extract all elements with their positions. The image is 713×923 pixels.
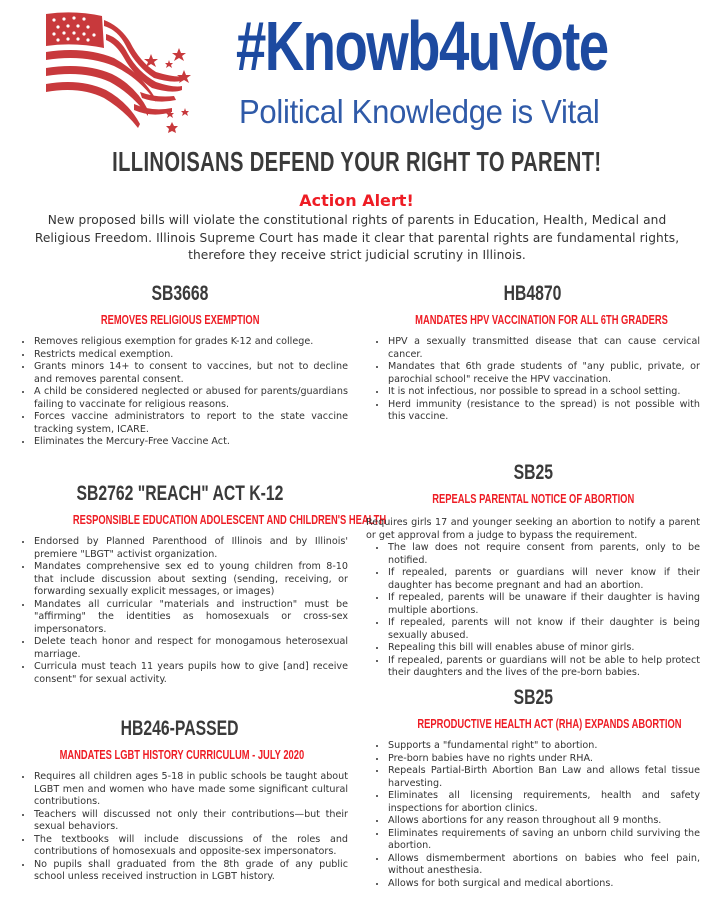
bill-subtitle-text: REPRODUCTIVE HEALTH ACT (RHA) EXPANDS ABORTION — [417, 716, 682, 731]
list-item: • No pupils shall graduated from the 8th grade of any public school unless received instruction in LGBT history. — [33, 859, 348, 884]
bullet-list — [12, 336, 348, 449]
list-item: • Requires all children ages 5-18 in public schools be taught about LGBT men and women who have made some significant cultural contributions. — [33, 771, 348, 809]
list-item: • Allows for both surgical and medical abortions. — [387, 878, 700, 891]
bill-subtitle — [366, 312, 700, 328]
list-item: • If repealed, parents or guardians will not be able to help protect their daughters and the lives of the pre-born babies. — [387, 655, 700, 680]
bullet-list — [366, 740, 700, 890]
bill-sb25-parental-notice — [366, 461, 700, 680]
bill-hb4870 — [366, 282, 700, 424]
bill-body — [366, 517, 700, 680]
list-item: • If repealed, parents or guardians will never know if their daughter has become pregnant and had an abortion. — [387, 567, 700, 592]
brand-tagline: Political Knowledge is Vital — [239, 93, 600, 130]
list-item: • If repealed, parents will be unaware if their daughter is having multiple abortions. — [387, 592, 700, 617]
bill-body — [366, 740, 700, 890]
bill-title-text: SB2762 "REACH" ACT K-12 — [76, 482, 284, 505]
list-item: • Eliminates all licensing requirements, health and safety inspections for abortion clinics. — [387, 790, 700, 815]
bill-body — [12, 771, 348, 884]
list-item: • A child be considered neglected or abused for parents/guardians failing to vaccinate for religious reasons. — [33, 386, 348, 411]
list-item: • Removes religious exemption for grades K-12 and college. — [33, 336, 348, 349]
list-item: • Curricula must teach 11 years pupils how to give [and] receive consent" for sexual activity. — [33, 661, 348, 686]
list-item: • Repealing this bill will enables abuse of minor girls. — [387, 642, 700, 655]
list-item: • Supports a "fundamental right" to abortion. — [387, 740, 700, 753]
action-alert-text: New proposed bills will violate the constitutional rights of parents in Education, Health, Medical and Religious Freedom. Illinois Supreme Court has made it clear that parental rights are fundamental rights, therefore they receive strict judicial scrutiny in Illinois. — [34, 213, 680, 262]
bill-title-text: SB3668 — [151, 282, 209, 305]
bill-subtitle-text: REPEALS PARENTAL NOTICE OF ABORTION — [432, 491, 634, 506]
bill-body — [12, 536, 348, 686]
bill-subtitle — [366, 716, 700, 732]
list-item: • Endorsed by Planned Parenthood of Illinois and by Illinois' premiere "LBGT" activist organization. — [33, 536, 348, 561]
bill-body — [366, 336, 700, 424]
list-item: • Pre-born babies have no rights under RHA. — [387, 753, 700, 766]
list-item: • The textbooks will include discussions of the roles and contributions of homosexuals and opposite-sex impersonators. — [33, 834, 348, 859]
bill-sb25-rha — [366, 686, 700, 890]
list-item: • Mandates all curricular "materials and instruction" must be "affirming" the identities as homosexuals or cross-sex impersonators. — [33, 599, 348, 637]
bill-subtitle-text: REMOVES RELIGIOUS EXEMPTION — [100, 312, 260, 327]
list-item: • If repealed, parents will not know if their daughter is being sexually abused. — [387, 617, 700, 642]
page-title-text: ILLINOISANS DEFEND YOUR RIGHT TO PARENT! — [111, 146, 602, 177]
list-item: • Repeals Partial-Birth Abortion Ban Law and allows fetal tissue harvesting. — [387, 765, 700, 790]
list-item: • Allows dismemberment abortions on babies who feel pain, without anesthesia. — [387, 853, 700, 878]
bullet-list — [366, 336, 700, 424]
bill-intro: Requires girls 17 and younger seeking an abortion to notify a parent or get approval from a judge to bypass the requirement. — [366, 517, 700, 541]
bill-body — [12, 336, 348, 449]
bill-title-text: SB25 — [513, 461, 553, 484]
bill-subtitle-text: MANDATES HPV VACCINATION FOR ALL 6TH GRADERS — [415, 312, 668, 327]
list-item: • HPV a sexually transmitted disease that can cause cervical cancer. — [387, 336, 700, 361]
bill-title — [12, 482, 348, 506]
bill-sb2762 — [12, 482, 387, 686]
list-item: • Herd immunity (resistance to the spread) is not possible with this vaccine. — [387, 399, 700, 424]
bill-subtitle — [12, 747, 348, 763]
action-alert-heading: Action Alert! — [299, 191, 414, 210]
bill-sb3668 — [12, 282, 348, 449]
list-item: • Delete teach honor and respect for monogamous heterosexual marriage. — [33, 636, 348, 661]
header — [0, 0, 713, 140]
bill-title-text: SB25 — [513, 686, 553, 709]
bill-subtitle-text: RESPONSIBLE EDUCATION ADOLESCENT AND CHILDREN'S HEALTH — [72, 512, 387, 527]
list-item: • Mandates comprehensive sex ed to young children from 8-10 that include discussion about sexting (sending, receiving, or forwarding sexually explicit messages, or images) — [33, 561, 348, 599]
list-item: • Forces vaccine administrators to report to the state vaccine tracking system, ICARE. — [33, 411, 348, 436]
page-title — [0, 146, 713, 178]
bill-title — [366, 282, 700, 306]
bill-subtitle — [12, 512, 387, 528]
bill-title — [12, 282, 348, 306]
bill-title — [12, 717, 348, 741]
bullet-list — [366, 542, 700, 680]
american-flag-logo-icon — [44, 6, 209, 136]
list-item: • Eliminates the Mercury-Free Vaccine Act. — [33, 436, 348, 449]
bill-hb246 — [12, 717, 348, 884]
brand-title: #Knowb4uVote — [236, 7, 608, 85]
bullet-list — [12, 771, 348, 884]
bill-subtitle-text: MANDATES LGBT HISTORY CURRICULUM - JULY 2020 — [59, 747, 305, 762]
list-item: • Teachers will discussed not only their contributions—but their sexual behaviors. — [33, 809, 348, 834]
list-item: • Allows abortions for any reason throughout all 9 months. — [387, 815, 700, 828]
list-item: • Eliminates requirements of saving an unborn child surviving the abortion. — [387, 828, 700, 853]
list-item: • The law does not require consent from parents, only to be notified. — [387, 542, 700, 567]
bill-subtitle — [12, 312, 348, 328]
bill-subtitle — [366, 491, 700, 507]
list-item: • It is not infectious, nor possible to spread in a school setting. — [387, 386, 700, 399]
bill-title — [366, 461, 700, 485]
bill-title — [366, 686, 700, 710]
bill-title-text: HB4870 — [504, 282, 562, 305]
list-item: • Grants minors 14+ to consent to vaccines, but not to decline and removes parental consent. — [33, 361, 348, 386]
bill-title-text: HB246-PASSED — [121, 717, 239, 740]
bullet-list — [12, 536, 348, 686]
list-item: • Restricts medical exemption. — [33, 349, 348, 362]
list-item: • Mandates that 6th grade students of "any public, private, or parochial school" receive the HPV vaccination. — [387, 361, 700, 386]
